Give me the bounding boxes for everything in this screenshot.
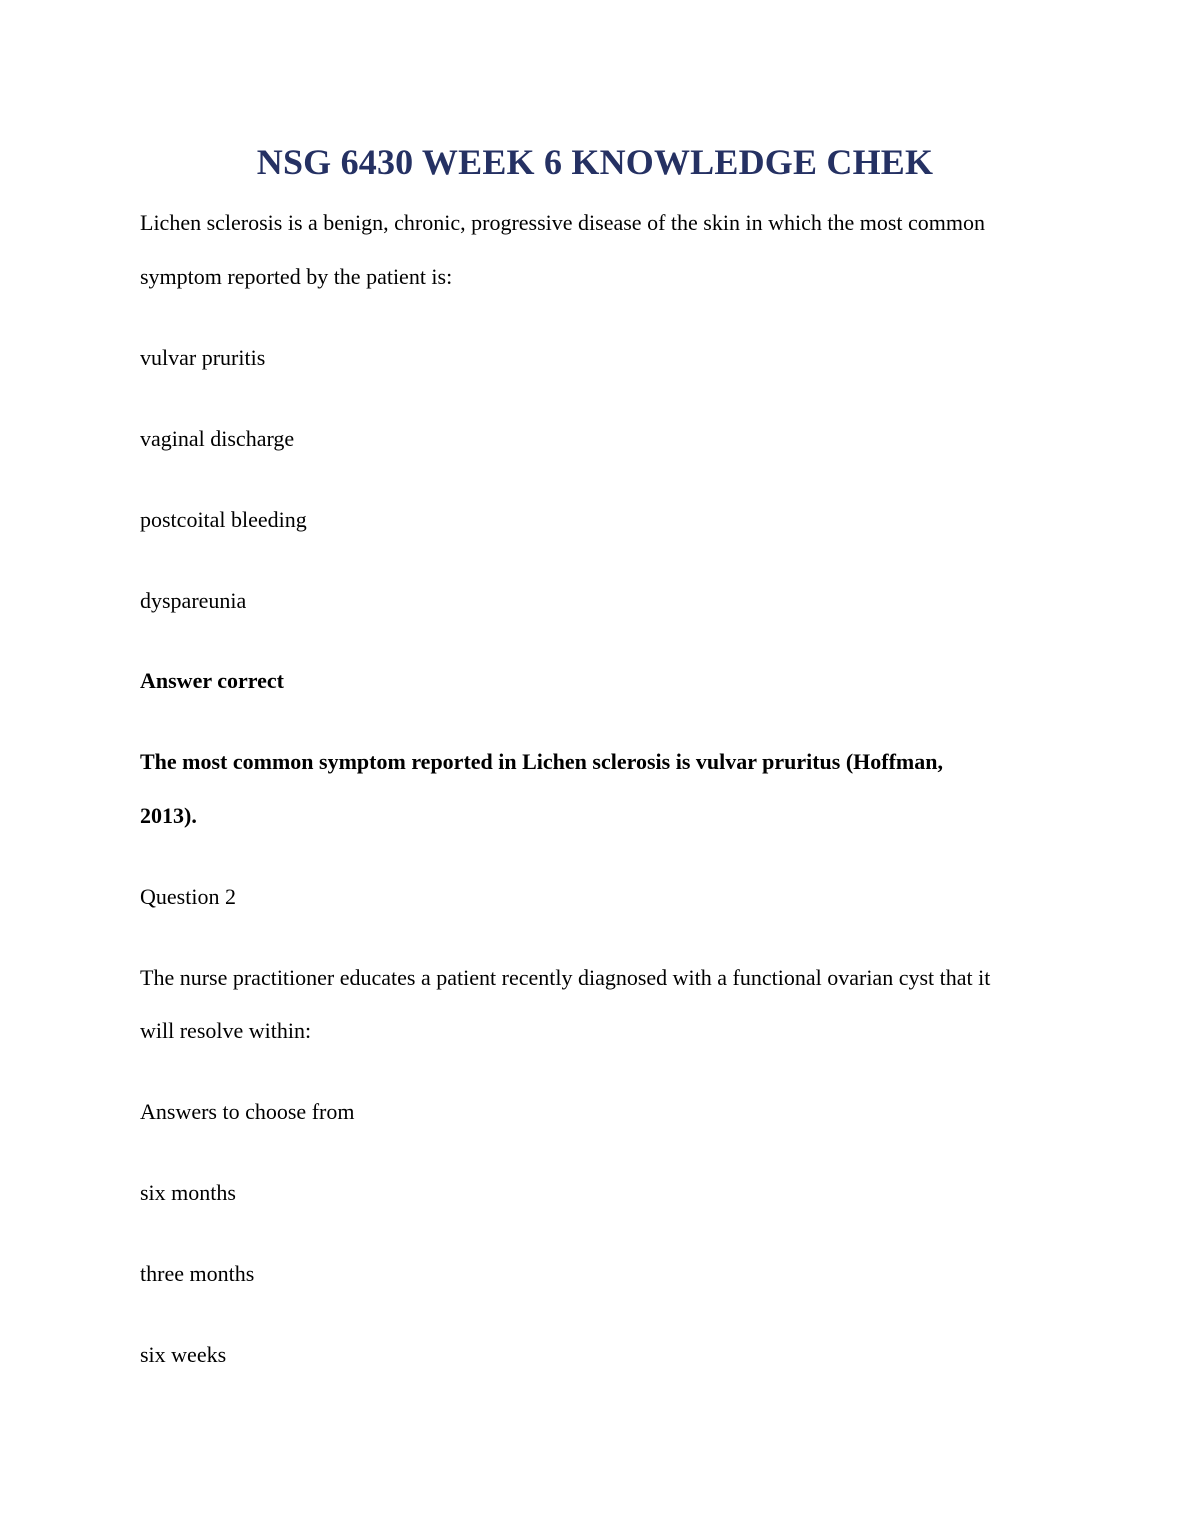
question2-option-2: three months: [140, 1261, 255, 1286]
question2-answers-label: Answers to choose from: [140, 1099, 355, 1124]
question1-option-3: postcoital bleeding: [140, 507, 307, 532]
question1-prompt-line1: Lichen sclerosis is a benign, chronic, progressive disease of the skin in which the most common: [140, 210, 985, 235]
question1-option-2: vaginal discharge: [140, 426, 295, 451]
question2-option-3: six weeks: [140, 1342, 227, 1367]
question2-heading: Question 2: [140, 884, 236, 909]
document-title: NSG 6430 WEEK 6 KNOWLEDGE CHEK: [256, 142, 934, 182]
question1-explanation-line1: The most common symptom reported in Lichen sclerosis is vulvar pruritus (Hoffman,: [140, 749, 943, 774]
question1-option-1: vulvar pruritis: [140, 345, 266, 370]
question2-option-1: six months: [140, 1180, 236, 1205]
question2-prompt-line1: The nurse practitioner educates a patient recently diagnosed with a functional ovarian cyst that it: [140, 965, 991, 990]
question1-explanation-line2: 2013).: [140, 803, 197, 828]
question1-prompt-line2: symptom reported by the patient is:: [140, 264, 453, 289]
question2-prompt-line2: will resolve within:: [140, 1018, 312, 1043]
question1-result: Answer correct: [140, 668, 284, 693]
question1-option-4: dyspareunia: [140, 588, 247, 613]
